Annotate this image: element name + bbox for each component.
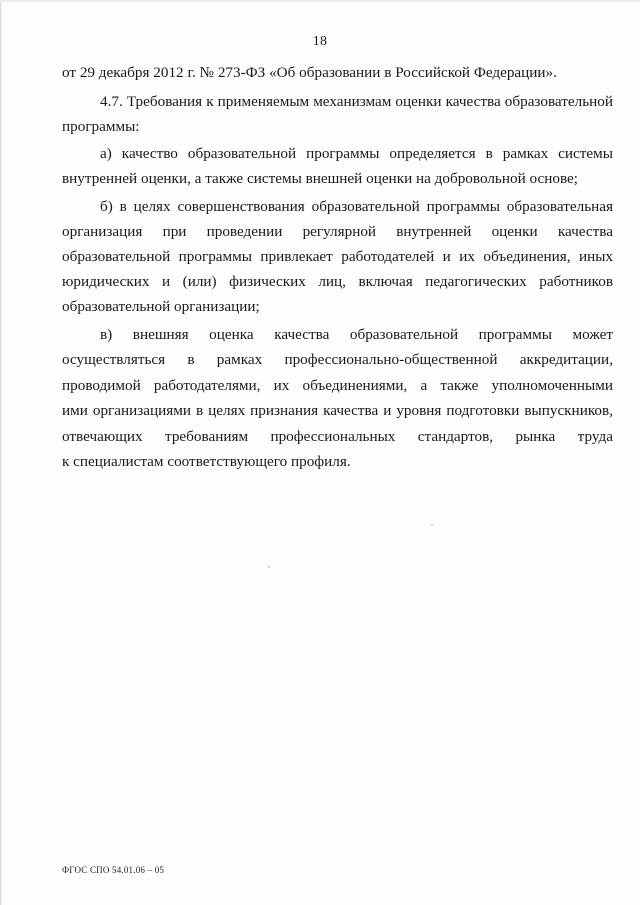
- text-line: организация при проведении регулярной внутренней оценки качества: [62, 223, 613, 240]
- scan-edge: [0, 0, 2, 905]
- text-line: ими организациями в целях признания качества и уровня подготовки выпускников,: [62, 402, 613, 419]
- text-line: юридических и (или) физических лиц, включая педагогических работников: [62, 273, 613, 290]
- text-line: программы:: [62, 118, 140, 135]
- scan-edge-top: [0, 0, 640, 2]
- section-heading: 4.7. Требования к применяемым механизмам оценки качества образовательной: [100, 93, 613, 110]
- document-code-footer: ФГОС СПО 54.01.06 – 05: [62, 865, 165, 875]
- scan-speck: [431, 524, 433, 526]
- text-line: внутренней оценки, а также системы внешней оценки на добровольной основе;: [62, 170, 578, 187]
- text-line: осуществляться в рамках профессионально-общественной аккредитации,: [62, 351, 613, 368]
- text-line: отвечающих требованиям профессиональных стандартов, рынка труда: [62, 428, 613, 445]
- list-item-a: а) качество образовательной программы определяется в рамках системы: [100, 145, 613, 162]
- scan-speck: [268, 566, 270, 568]
- text-line: проводимой работодателями, их объединениями, а также уполномоченными: [62, 377, 613, 394]
- list-item-b: б) в целях совершенствования образовательной программы образовательная: [100, 198, 613, 215]
- text-line: образовательной организации;: [62, 298, 260, 315]
- text-line: к специалистам соответствующего профиля.: [62, 453, 351, 470]
- list-item-c: в) внешняя оценка качества образовательной программы может: [100, 326, 613, 343]
- text-line: от 29 декабря 2012 г. № 273-ФЗ «Об образовании в Российской Федерации».: [62, 64, 557, 81]
- text-line: образовательной программы привлекает работодателей и их объединения, иных: [62, 248, 613, 265]
- page-number: 18: [312, 34, 328, 49]
